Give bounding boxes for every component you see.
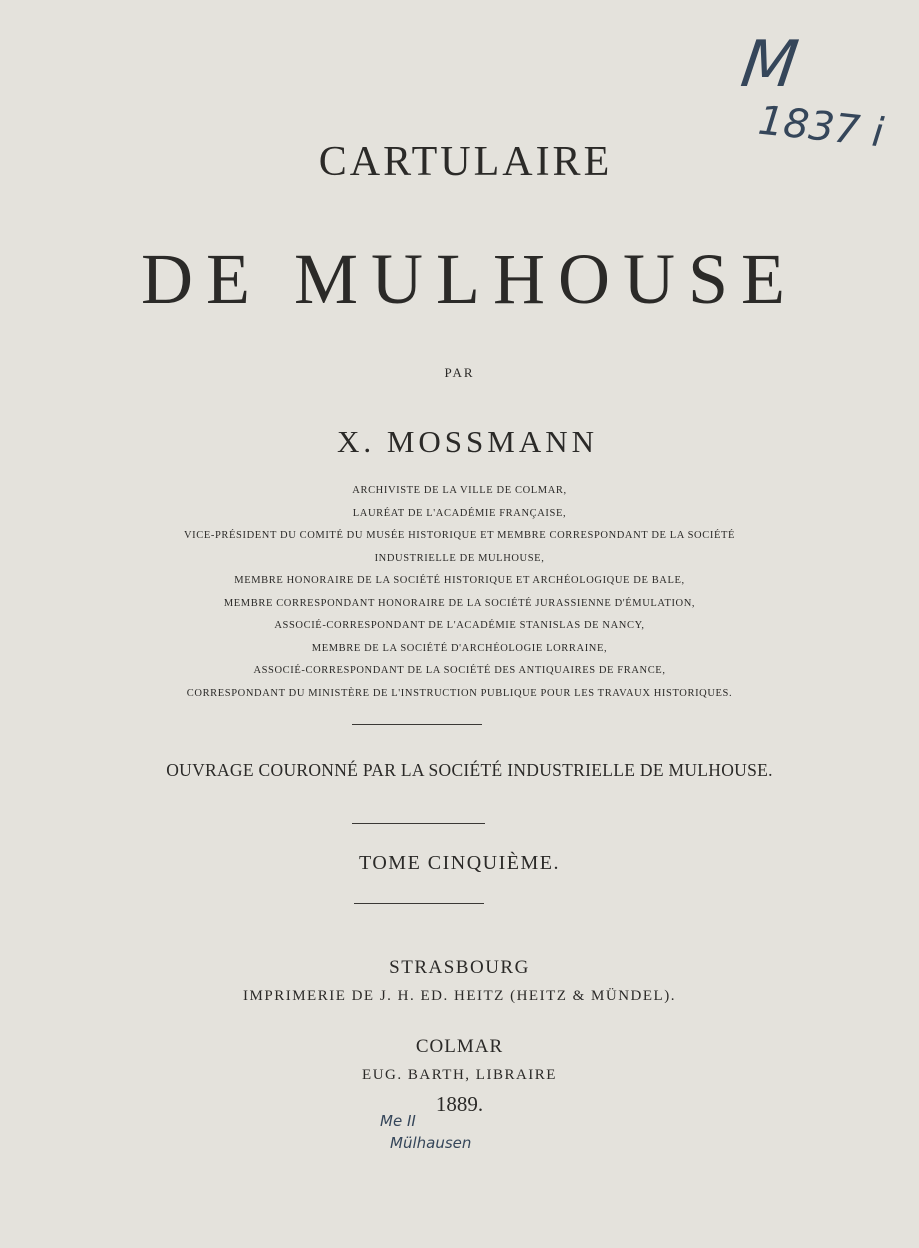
- imprint-publisher: EUG. BARTH, LIBRAIRE: [362, 1067, 557, 1083]
- author-title-line: LAURÉAT DE L'ACADÉMIE FRANÇAISE,: [352, 507, 567, 519]
- author-title-line: MEMBRE DE LA SOCIÉTÉ D'ARCHÉOLOGIE LORRAINE,: [311, 642, 608, 654]
- author-title-line: MEMBRE HONORAIRE DE LA SOCIÉTÉ HISTORIQUE ET ARCHÉOLOGIQUE DE BALE,: [234, 575, 685, 586]
- handwritten-catalog-code: Me II: [380, 1112, 416, 1130]
- author-title-line: ASSOCIÉ-CORRESPONDANT DE L'ACADÉMIE STANISLAS DE NANCY,: [274, 620, 645, 631]
- title-line-1: CARTULAIRE: [318, 139, 613, 185]
- divider-rule: [352, 724, 482, 725]
- title-line-2: DE MULHOUSE: [141, 239, 798, 319]
- author-title-line: ARCHIVISTE DE LA VILLE DE COLMAR,: [352, 485, 567, 496]
- divider-rule: [354, 903, 484, 904]
- handwritten-catalog-place: Mülhausen: [390, 1134, 472, 1152]
- author-titles: [0, 480, 919, 705]
- author-title-line: VICE-PRÉSIDENT DU COMITÉ DU MUSÉE HISTORIQUE ET MEMBRE CORRESPONDANT DE LA SOCIÉTÉ: [184, 530, 735, 541]
- author-title-line: CORRESPONDANT DU MINISTÈRE DE L'INSTRUCTION PUBLIQUE POUR LES TRAVAUX HISTORIQUES.: [186, 687, 733, 699]
- divider-rule: [352, 823, 485, 824]
- imprint-printer: IMPRIMERIE DE J. H. ED. HEITZ (HEITZ & MÜNDEL).: [243, 988, 676, 1004]
- by-label: PAR: [444, 365, 475, 380]
- imprint-city-colmar: COLMAR: [415, 1036, 504, 1057]
- volume-label: TOME CINQUIÈME.: [358, 852, 560, 874]
- award-line: OUVRAGE COURONNÉ PAR LA SOCIÉTÉ INDUSTRIELLE DE MULHOUSE.: [166, 760, 773, 780]
- imprint-city-strasbourg: STRASBOURG: [389, 957, 530, 978]
- author-title-line: MEMBRE CORRESPONDANT HONORAIRE DE LA SOCIÉTÉ JURASSIENNE D'ÉMULATION,: [223, 597, 696, 609]
- author-title-line: ASSOCIÉ-CORRESPONDANT DE LA SOCIÉTÉ DES ANTIQUAIRES DE FRANCE,: [253, 665, 666, 676]
- handwritten-shelfmark-letter: M: [736, 28, 803, 102]
- publication-year: 1889.: [435, 1092, 484, 1116]
- author-title-line: INDUSTRIELLE DE MULHOUSE,: [374, 552, 545, 564]
- author-name: X. MOSSMANN: [336, 424, 599, 459]
- handwritten-shelfmark-number: 1837 i: [755, 97, 886, 157]
